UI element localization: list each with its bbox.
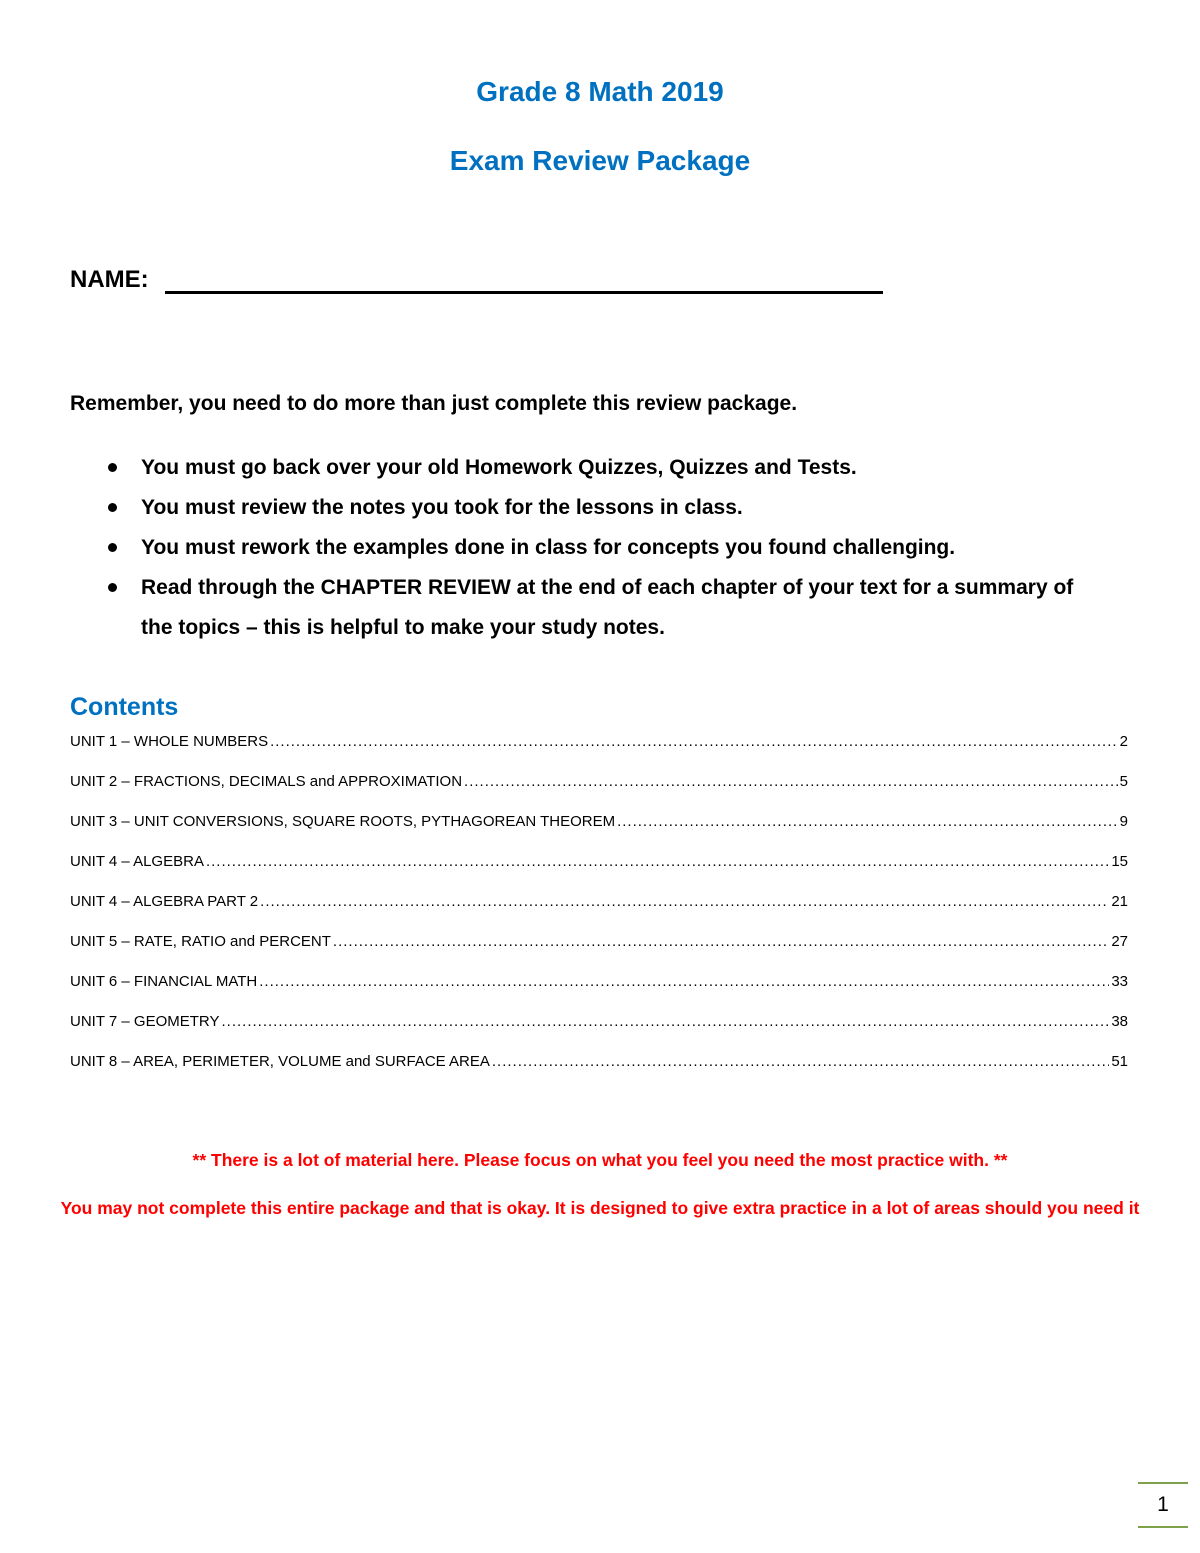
- list-item: You must review the notes you took for the lessons in class.: [70, 488, 1080, 528]
- name-field: [70, 266, 883, 294]
- toc-entry[interactable]: UNIT 2 – FRACTIONS, DECIMALS and APPROXIMATION ..... 5: [70, 773, 1128, 813]
- toc-entry[interactable]: UNIT 1 – WHOLE NUMBERS ..... 2: [70, 733, 1128, 773]
- toc-entry[interactable]: UNIT 6 – FINANCIAL MATH ..... 33: [70, 973, 1128, 1013]
- toc-entry[interactable]: UNIT 8 – AREA, PERIMETER, VOLUME and SURFACE AREA ..... 51: [70, 1053, 1128, 1093]
- name-blank-line[interactable]: [165, 267, 883, 294]
- toc-entry[interactable]: UNIT 7 – GEOMETRY ..... 38: [70, 1013, 1128, 1053]
- list-item: You must go back over your old Homework Quizzes, Quizzes and Tests.: [70, 448, 1080, 488]
- document-subtitle: Exam Review Package: [449, 145, 751, 176]
- dot-leader: [259, 973, 1109, 990]
- dot-leader: [492, 1053, 1109, 1070]
- dot-leader: [464, 773, 1118, 790]
- toc-entry[interactable]: UNIT 4 – ALGEBRA PART 2 ..... 21: [70, 893, 1128, 933]
- list-item: You must rework the examples done in class for concepts you found challenging.: [70, 528, 1080, 568]
- study-tips-list: [70, 448, 1080, 648]
- table-of-contents: [70, 733, 1128, 1093]
- toc-entry[interactable]: UNIT 3 – UNIT CONVERSIONS, SQUARE ROOTS, PYTHAGOREAN THEOREM ..... 9: [70, 813, 1128, 853]
- dot-leader: [206, 853, 1109, 870]
- bullet-icon: [108, 543, 117, 552]
- bullet-icon: [108, 583, 117, 592]
- bullet-icon: [108, 503, 117, 512]
- focus-note: ** There is a lot of material here. Please focus on what you feel you need the most practice with. **: [192, 1150, 1008, 1170]
- name-label: NAME:: [70, 266, 149, 293]
- page-number: 1: [1138, 1482, 1188, 1528]
- contents-heading: Contents: [70, 693, 179, 721]
- remember-statement: Remember, you need to do more than just complete this review package.: [70, 392, 798, 415]
- bullet-icon: [108, 463, 117, 472]
- toc-entry[interactable]: UNIT 4 – ALGEBRA ..... 15: [70, 853, 1128, 893]
- list-item: Read through the CHAPTER REVIEW at the end of each chapter of your text for a summary of the topics – this is helpful to make your study notes.: [70, 568, 1080, 648]
- dot-leader: [333, 933, 1109, 950]
- toc-entry[interactable]: UNIT 5 – RATE, RATIO and PERCENT ..... 27: [70, 933, 1128, 973]
- document-title: Grade 8 Math 2019: [476, 76, 724, 107]
- completion-note: You may not complete this entire package and that is okay. It is designed to give extra practice in a lot of areas should you need it: [60, 1198, 1140, 1218]
- dot-leader: [617, 813, 1118, 830]
- dot-leader: [270, 733, 1118, 750]
- dot-leader: [260, 893, 1109, 910]
- dot-leader: [221, 1013, 1109, 1030]
